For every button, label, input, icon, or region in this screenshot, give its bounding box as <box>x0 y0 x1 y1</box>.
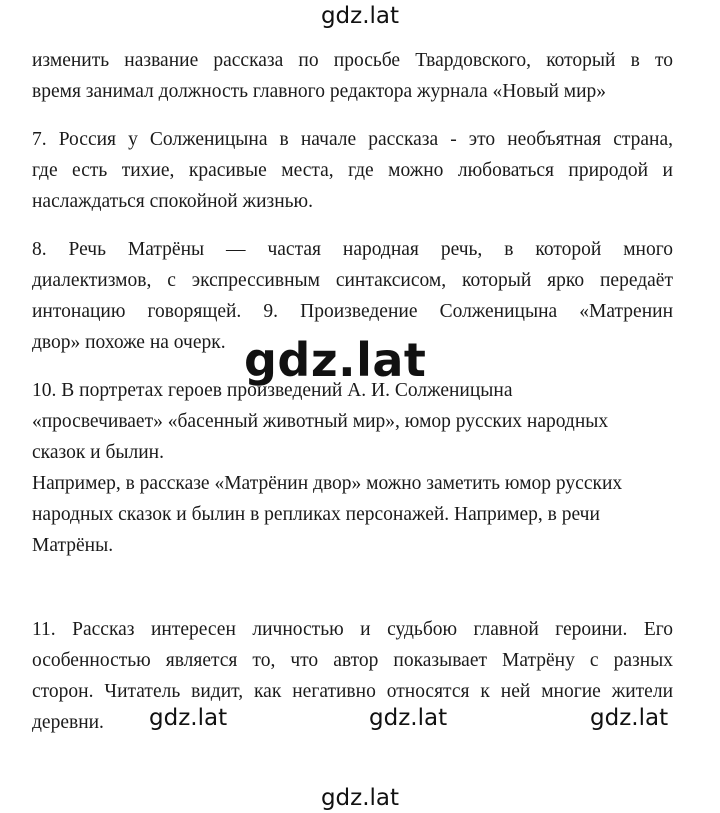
text-line: 10. В портретах героев произведений А. И. Солженицына <box>32 380 513 401</box>
text-line: 11. Рассказ интересен личностью и судьбою главной героини. Его <box>32 619 673 640</box>
paragraph-7 <box>32 124 673 217</box>
text-line: наслаждаться спокойной жизнью. <box>32 191 313 212</box>
watermark-bottom: gdz.lat <box>320 785 400 811</box>
text-line: диалектизмов, с экспрессивным синтаксисом, который ярко передаёт <box>32 270 673 291</box>
watermark-row-2: gdz.lat <box>369 705 448 731</box>
text-line: сторон. Читатель видит, как негативно относятся к ней многие жители <box>32 681 673 702</box>
text-line: 7. Россия у Солженицына в начале рассказа - это необъятная страна, <box>32 129 673 150</box>
watermark-center: gdz.lat <box>244 333 427 387</box>
paragraph-6-continuation <box>32 45 673 107</box>
text-line: деревни. <box>32 712 104 733</box>
text-line: изменить название рассказа по просьбе Твардовского, который в то <box>32 50 673 71</box>
watermark-top: gdz.lat <box>320 3 400 29</box>
text-line: «просвечивает» «басенный животный мир», юмор русских народных <box>32 411 609 432</box>
text-line: народных сказок и былин в репликах персонажей. Например, в речи <box>32 504 600 525</box>
watermark-row-1: gdz.lat <box>149 705 228 731</box>
text-line: Например, в рассказе «Матрёнин двор» можно заметить юмор русских <box>32 473 623 494</box>
text-line: двор» похоже на очерк. <box>32 332 226 353</box>
text-line: 8. Речь Матрёны — частая народная речь, в которой много <box>32 239 673 260</box>
text-line: сказок и былин. <box>32 442 164 463</box>
watermark-row-3: gdz.lat <box>590 705 669 731</box>
paragraph-11 <box>32 614 673 738</box>
text-line: где есть тихие, красивые места, где можно любоваться природой и <box>32 160 673 181</box>
text-line: особенностью является то, что автор показывает Матрёну с разных <box>32 650 673 671</box>
text-line: интонацию говорящей. 9. Произведение Солженицына «Матренин <box>32 301 673 322</box>
text-line: время занимал должность главного редактора журнала «Новый мир» <box>32 81 607 102</box>
paragraph-10 <box>32 375 673 561</box>
text-line: Матрёны. <box>32 535 114 556</box>
